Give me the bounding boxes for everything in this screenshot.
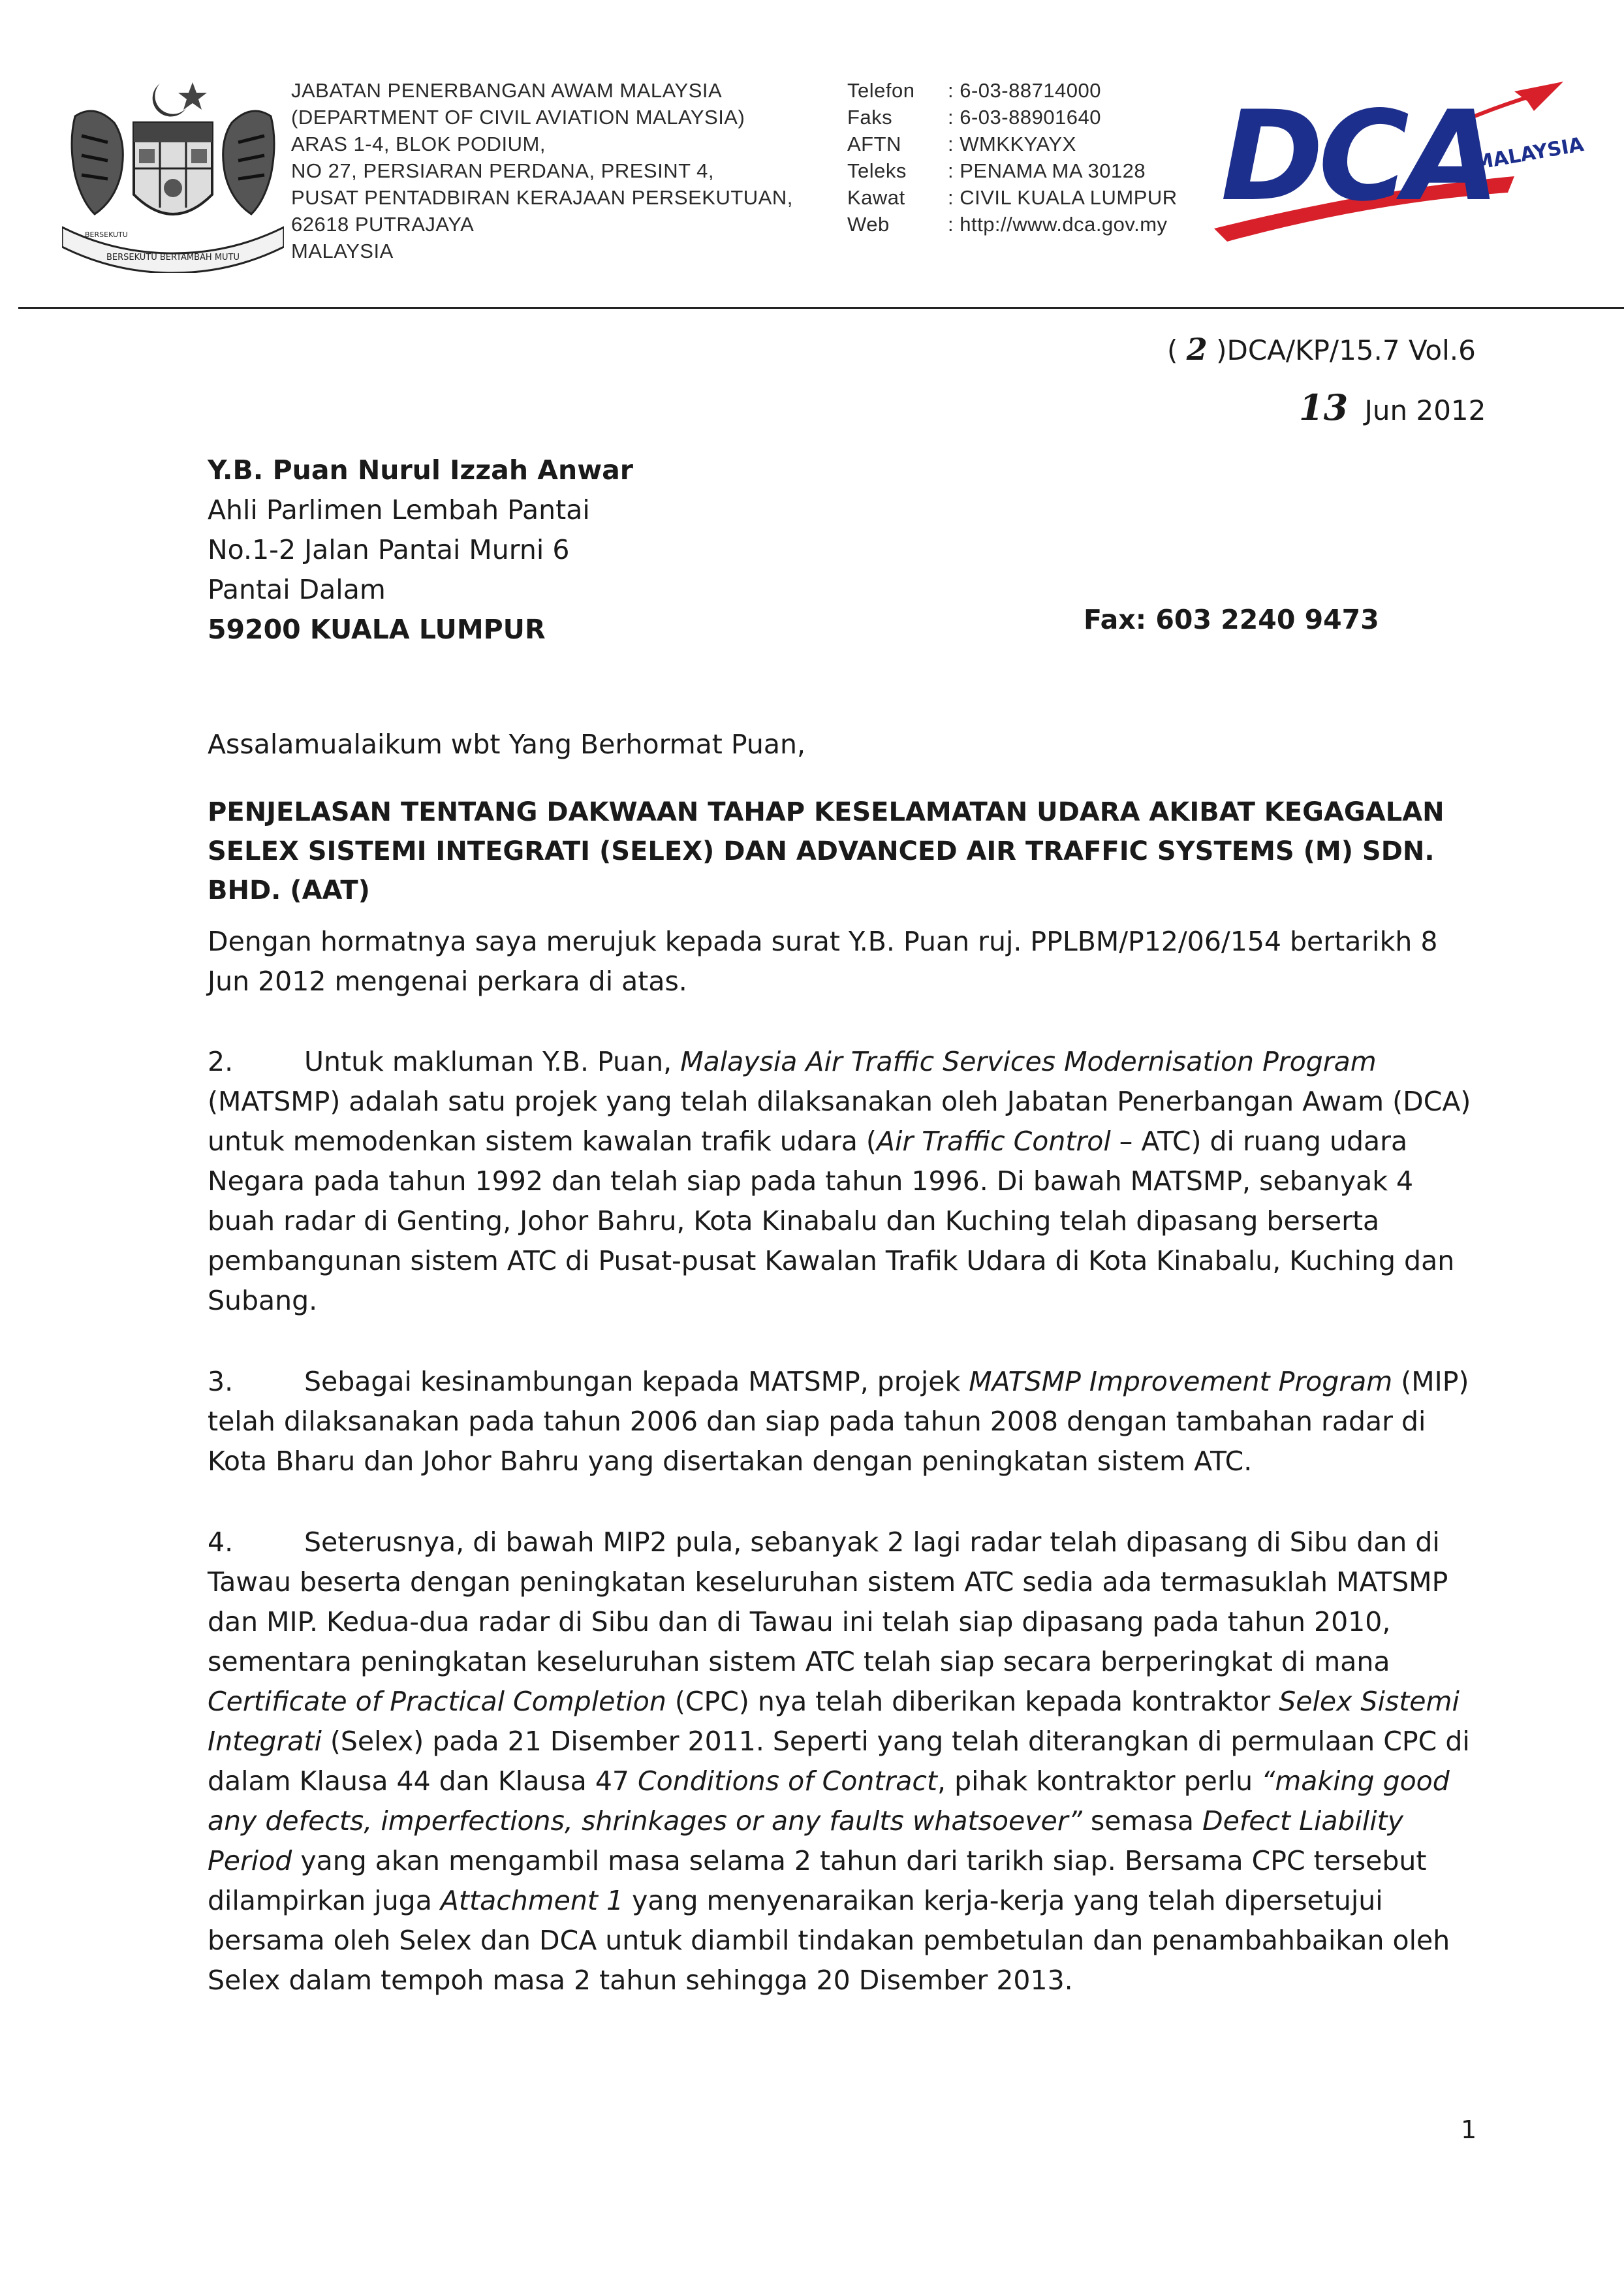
- paragraph-number: 4.: [208, 1526, 234, 1558]
- logo-plane-icon: [1514, 82, 1563, 111]
- page-number: 1: [1461, 2115, 1477, 2144]
- org-address-block: [291, 77, 793, 264]
- org-line: NO 27, PERSIARAN PERDANA, PRESINT 4,: [291, 159, 714, 182]
- dca-malaysia-logo: [1208, 78, 1586, 255]
- contact-labels: [847, 77, 914, 238]
- contact-values: [948, 77, 1178, 238]
- recipient-address: [208, 450, 633, 650]
- recipient-line: No.1-2 Jalan Pantai Murni 6: [208, 534, 570, 565]
- contact-label: Teleks: [847, 159, 907, 182]
- handwritten-date-day: 13: [1299, 387, 1349, 428]
- letter-date: [1299, 387, 1486, 428]
- paragraph-4: 4. Seterusnya, di bawah MIP2 pula, sebanyak 2 lagi radar telah dipasang di Sibu dan di Tawau beserta dengan peningkatan keseluruhan sistem ATC sedia ada termasuklah MATSMP dan MIP. Kedua-dua radar di Sibu dan di Tawau ini telah siap dipasang pada tahun 2010, sementara peningkatan keseluruhan sistem ATC telah siap secara berperingkat di mana Certificate of Practical Completion (CPC) nya telah diberikan kepada kontraktor Selex Sistemi Integrati (Selex) pada 21 Disember 2011. Seperti yang telah diterangkan di permulaan CPC di dalam Klausa 44 dan Klausa 47 Conditions of Contract, pihak kontraktor perlu “making good any defects, imperfections, shrinkages or any faults whatsoever” semasa Defect Liability Period yang akan mengambil masa selama 2 tahun dari tarikh siap. Bersama CPC tersebut dilampirkan juga Attachment 1 yang menyenaraikan kerja-kerja yang telah dipersetujui bersama oleh Selex dan DCA untuk diambil tindakan pembetulan dan penambahbaikan oleh Selex dalam tempoh masa 2 tahun sehingga 20 Disember 2013.: [208, 1523, 1480, 2000]
- contact-label: Kawat: [847, 186, 905, 209]
- recipient-name: Y.B. Puan Nurul Izzah Anwar: [208, 454, 633, 486]
- ref-text: )DCA/KP/15.7 Vol.6: [1216, 334, 1476, 366]
- org-line: PUSAT PENTADBIRAN KERAJAAN PERSEKUTUAN,: [291, 186, 793, 209]
- contact-value[interactable]: : http://www.dca.gov.my: [948, 213, 1168, 236]
- paragraph-1: Dengan hormatnya saya merujuk kepada surat Y.B. Puan ruj. PPLBM/P12/06/154 bertarikh 8 Jun 2012 mengenai perkara di atas.: [208, 926, 1438, 997]
- logo-text: DCA: [1221, 84, 1495, 229]
- recipient-line: Pantai Dalam: [208, 574, 386, 605]
- paragraph-number: 3.: [208, 1366, 234, 1397]
- logo-subtext: MALAYSIA: [1472, 133, 1586, 175]
- reference-number: [1167, 332, 1476, 367]
- contact-value: : 6-03-88901640: [948, 106, 1102, 129]
- contact-label: Web: [847, 213, 890, 236]
- recipient-fax: Fax: 603 2240 9473: [1084, 604, 1379, 635]
- paragraph-number: 2.: [208, 1046, 234, 1077]
- date-month-year: Jun 2012: [1364, 394, 1486, 426]
- paragraph-3: 3. Sebagai kesinambungan kepada MATSMP, projek MATSMP Improvement Program (MIP) telah dilaksanakan pada tahun 2006 dan siap pada tahun 2008 dengan tambahan radar di Kota Bharu dan Johor Bahru yang disertakan dengan peningkatan sistem ATC.: [208, 1362, 1480, 1481]
- org-line: 62618 PUTRAJAYA: [291, 213, 475, 236]
- letter-subject: PENJELASAN TENTANG DAKWAAN TAHAP KESELAMATAN UDARA AKIBAT KEGAGALAN SELEX SISTEMI INTEGRATI (SELEX) DAN ADVANCED AIR TRAFFIC SYSTEMS (M) SDN. BHD. (AAT): [208, 797, 1444, 906]
- contact-label: Telefon: [847, 79, 915, 102]
- recipient-line: Ahli Parlimen Lembah Pantai: [208, 494, 590, 526]
- contact-value: : PENAMA MA 30128: [948, 159, 1146, 182]
- contact-value: : CIVIL KUALA LUMPUR: [948, 186, 1178, 209]
- crest-ribbon-left-text: BERSEKUTU: [85, 230, 128, 239]
- org-line: MALAYSIA: [291, 240, 394, 262]
- contact-label: AFTN: [847, 133, 901, 155]
- org-line: ARAS 1-4, BLOK PODIUM,: [291, 133, 546, 155]
- handwritten-ref-number: 2: [1186, 332, 1208, 367]
- crest-ribbon-text: BERSEKUTU BERTAMBAH MUTU: [106, 253, 240, 262]
- header-divider: [18, 307, 1624, 309]
- paragraph-2: 2. Untuk makluman Y.B. Puan, Malaysia Air Traffic Services Modernisation Program (MATSMP) adalah satu projek yang telah dilaksanakan oleh Jabatan Penerbangan Awam (DCA) untuk memodenkan sistem kawalan trafik udara (Air Traffic Control – ATC) di ruang udara Negara pada tahun 1992 dan telah siap pada tahun 1996. Di bawah MATSMP, sebanyak 4 buah radar di Genting, Johor Bahru, Kota Kinabalu dan Kuching telah dipasang berserta pembangunan sistem ATC di Pusat-pusat Kawalan Trafik Udara di Kota Kinabalu, Kuching dan Subang.: [208, 1042, 1480, 1321]
- contact-label: Faks: [847, 106, 893, 129]
- contact-value: : WMKKYAYX: [948, 133, 1076, 155]
- contact-value: : 6-03-88714000: [948, 79, 1102, 102]
- org-line: JABATAN PENERBANGAN AWAM MALAYSIA: [291, 79, 723, 102]
- malaysia-coat-of-arms-icon: [62, 77, 284, 273]
- org-line: (DEPARTMENT OF CIVIL AVIATION MALAYSIA): [291, 106, 745, 129]
- recipient-city: 59200 KUALA LUMPUR: [208, 614, 546, 645]
- ref-open: (: [1167, 334, 1178, 366]
- salutation: Assalamualaikum wbt Yang Berhormat Puan,: [208, 729, 806, 760]
